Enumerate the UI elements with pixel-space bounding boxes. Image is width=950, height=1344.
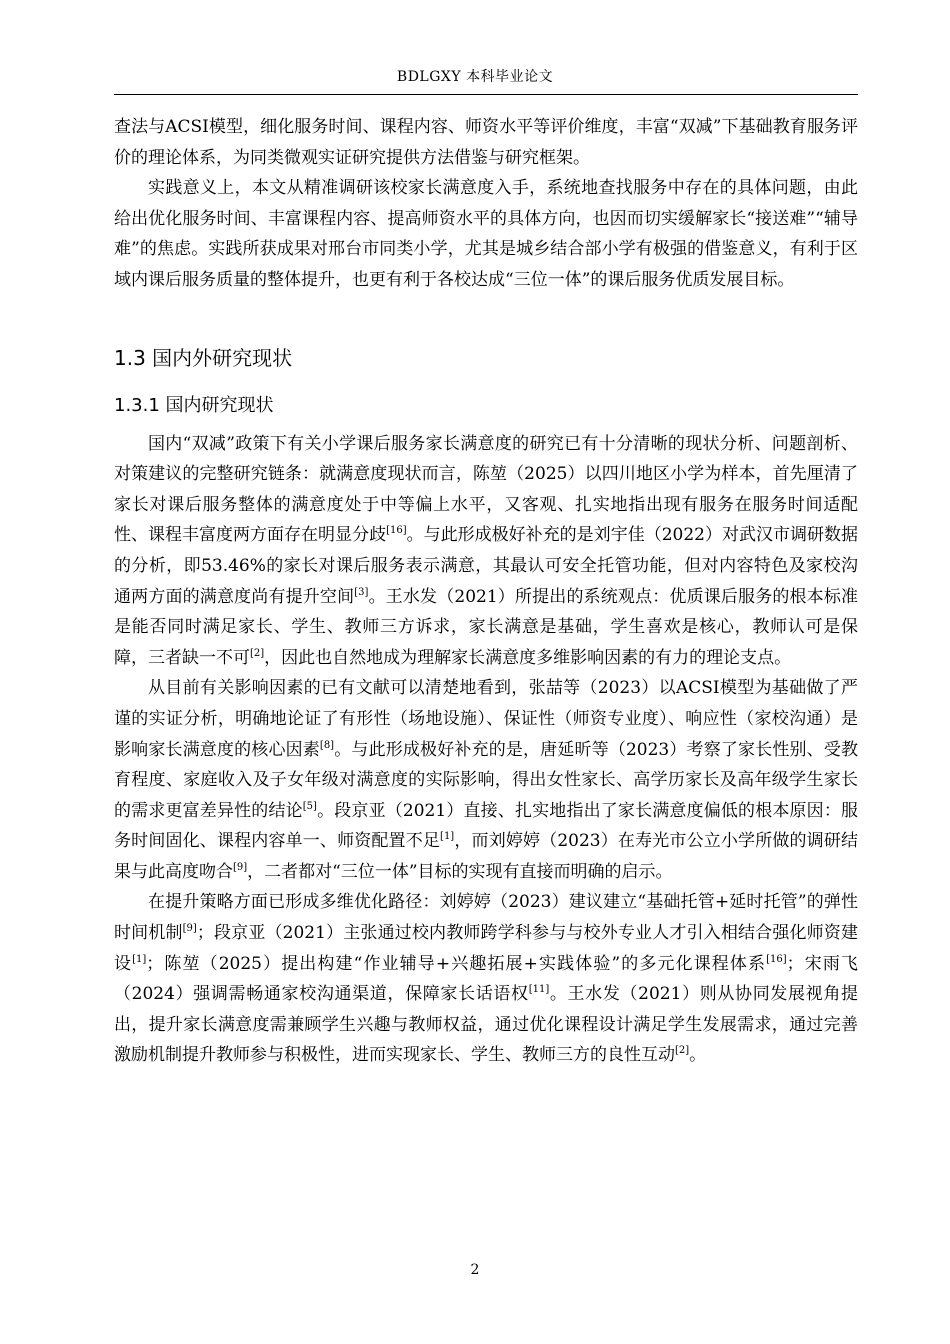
paragraph-continued: 查法与ACSI模型，细化服务时间、课程内容、师资水平等评价维度，丰富“双减”下基础教育服务评价的理论体系，为同类微观实证研究提供方法借鉴与研究框架。	[114, 117, 858, 168]
citation: [9]	[233, 861, 248, 873]
body-text	[114, 112, 858, 1071]
text-run: ；陈堃（2025）提出构建“作业辅导+兴趣拓展+实践体验”的多元化课程体系	[146, 953, 767, 974]
text-run: 。段京亚（2021）直接、扎实地指出了家长满意度偏低的根本原因：服务时间固化、课程内容单一、师资配置不足	[114, 800, 859, 852]
running-header: BDLGXY 本科毕业论文	[396, 69, 554, 85]
page-number: 2	[470, 1262, 480, 1278]
text-run: ；段京亚（2021）主张通过校内教师跨学科参与与校外专业人才引入相结合强化师资建设	[114, 923, 858, 974]
paragraph-strategies	[114, 887, 858, 1071]
text-run: 。与此形成极好补充的是刘宇佳（2022）对武汉市调研数据的分析，即53.46%的家长对课后服务表示满意，其最认可安全托管功能，但对内容特色及家校沟通两方面的满意度尚有提升空间	[114, 525, 859, 607]
text-run: 。与此形成极好补充的是，唐延昕等（2023）考察了家长性别、受教育程度、家庭收入及子女年级对满意度的实际影响，得出女性家长、高学历家长及高年级学生家长的需求更富差异性的结论	[114, 739, 858, 821]
citation: [16]	[386, 525, 407, 537]
text-run: 国内“双减”政策下有关小学课后服务家长满意度的研究已有十分清晰的现状分析、问题剖析、对策建议的完整研究链条：就满意度现状而言，陈堃（2025）以四川地区小学为样本，首先厘清了家长对课后服务整体的满意度处于中等偏上水平，又客观、扎实地指出现有服务在服务时间适配性、课程丰富度两方面存在明显分歧	[114, 433, 858, 546]
citation: [9]	[182, 923, 197, 935]
text-run: ，而刘婷婷（2023）在寿光市公立小学所做的调研结果与此高度吻合	[114, 831, 859, 882]
paragraph-factors	[114, 673, 858, 887]
citation: [1]	[440, 831, 455, 843]
citation: [16]	[766, 953, 787, 965]
text-run: 在提升策略方面已形成多维优化路径：刘婷婷（2023）建议建立“基础托管+延时托管”的弹性时间机制	[114, 892, 858, 944]
citation: [1]	[132, 953, 147, 965]
text-run: 。王水发（2021）则从协同发展视角提出，提升家长满意度需兼顾学生兴趣与教师权益，通过优化课程设计满足学生发展需求，通过完善激励机制提升教师参与积极性，进而实现家长、学生、教师三方的良性互动	[114, 984, 858, 1066]
citation: [11]	[528, 984, 550, 996]
citation: [5]	[302, 800, 317, 812]
citation: [8]	[319, 739, 335, 751]
citation: [2]	[675, 1045, 690, 1057]
citation: [2]	[250, 647, 265, 659]
text-run: 从目前有关影响因素的已有文献可以清楚地看到，张喆等（2023）以ACSI模型为基础做了严谨的实证分析，明确地论证了有形性（场地设施）、保证性（师资专业度）、响应性（家校沟通）是影响家长满意度的核心因素	[114, 678, 858, 760]
text-run: 。	[689, 1045, 707, 1066]
text-run: ；宋雨飞（2024）强调需畅通家校沟通渠道，保障家长话语权	[114, 953, 858, 1005]
text-run: 。王水发（2021）所提出的系统观点：优质课后服务的根本标准是能否同时满足家长、学生、教师三方诉求，家长满意是基础，学生喜欢是核心，教师认可是保障，三者缺一不可	[114, 586, 859, 668]
header-rule	[114, 94, 858, 95]
citation: [3]	[354, 586, 369, 598]
paragraph-status	[114, 429, 858, 674]
section-heading: 1.3 国内外研究现状	[114, 345, 293, 370]
text-run: ，二者都对“三位一体”目标的实现有直接而明确的启示。	[247, 861, 673, 882]
text-run: ，因此也自然地成为理解家长满意度多维影响因素的有力的理论支点。	[264, 647, 792, 668]
paragraph-practical-significance: 实践意义上，本文从精准调研该校家长满意度入手，系统地查找服务中存在的具体问题，由此给出优化服务时间、丰富课程内容、提高师资水平的具体方向，也因而切实缓解家长“接送难”“辅导难”的焦虑。实践所获成果对邢台市同类小学，尤其是城乡结合部小学有极强的借鉴意义，有利于区域内课后服务质量的整体提升，也更有利于各校达成“三位一体”的课后服务优质发展目标。	[114, 178, 858, 290]
subsection-heading: 1.3.1 国内研究现状	[114, 394, 274, 416]
